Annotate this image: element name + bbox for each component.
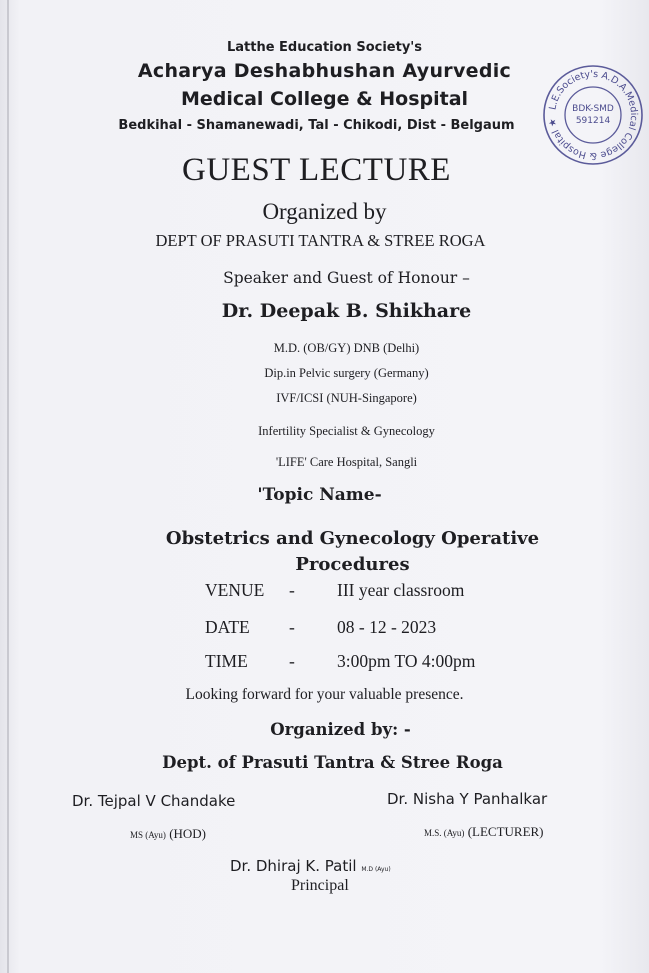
speaker-qualification: M.D. (OB/GY) DNB (Delhi)	[273, 341, 420, 355]
venue-label: VENUE	[205, 580, 265, 600]
organized-by-heading: Organized by	[262, 199, 387, 224]
principal-title: Principal	[291, 877, 349, 894]
seal-code: BDK-SMD	[572, 104, 614, 114]
time-separator: -	[289, 651, 295, 671]
department-footer: Dept. of Prasuti Tantra & Stree Roga	[162, 753, 503, 772]
time-value: 3:00pm TO 4:00pm	[337, 651, 476, 671]
topic-label: 'Topic Name-	[257, 485, 382, 505]
venue-separator: -	[289, 580, 295, 600]
lecturer-name: Dr. Nisha Y Panhalkar	[387, 790, 548, 808]
society-name: Latthe Education Society's	[226, 40, 423, 55]
invitation-text: Looking forward for your valuable presence.	[185, 686, 464, 703]
lecturer-designation	[424, 824, 544, 840]
principal-degree: M.D (Ayu)	[361, 866, 391, 873]
hod-designation	[130, 826, 206, 842]
speaker-label: Speaker and Guest of Honour –	[223, 269, 470, 287]
seal-number: 591214	[575, 116, 611, 126]
topic-title-line2: Procedures	[295, 554, 410, 575]
seal-ring-text: L.E.Society's A.D.A.Medical College & Hospital ★	[547, 68, 640, 162]
date-label: DATE	[205, 617, 250, 637]
date-separator: -	[289, 617, 295, 637]
lecturer-role: (LECTURER)	[467, 824, 544, 839]
lecturer-degree: M.S. (Ayu)	[424, 828, 465, 838]
speaker-qualification: IVF/ICSI (NUH-Singapore)	[276, 391, 417, 405]
speaker-name: Dr. Deepak B. Shikhare	[221, 300, 472, 322]
speaker-hospital: 'LIFE' Care Hospital, Sangli	[275, 455, 418, 469]
college-address: Bedkihal - Shamanewadi, Tal - Chikodi, Dist - Belgaum	[118, 118, 515, 133]
organized-by-footer: Organized by: -	[270, 720, 411, 739]
time-label: TIME	[205, 651, 248, 671]
hod-degree: MS (Ayu)	[130, 830, 166, 840]
speaker-qualification: Infertility Specialist & Gynecology	[258, 424, 435, 438]
principal-name: Dr. Dhiraj K. Patil	[230, 857, 357, 875]
college-name-line2: Medical College & Hospital	[180, 88, 469, 110]
topic-title-line1: Obstetrics and Gynecology Operative	[165, 528, 540, 549]
hod-role: (HOD)	[169, 826, 207, 841]
hod-name: Dr. Tejpal V Chandake	[72, 792, 236, 810]
principal-signature	[230, 857, 391, 875]
speaker-qualification: Dip.in Pelvic surgery (Germany)	[264, 366, 429, 380]
date-value: 08 - 12 - 2023	[337, 617, 437, 637]
poster-title: GUEST LECTURE	[182, 152, 451, 188]
venue-value: III year classroom	[337, 580, 465, 600]
svg-text:L.E.Society's A.D.A.Medical Co	[547, 69, 639, 161]
department-heading: DEPT OF PRASUTI TANTRA & STREE ROGA	[155, 231, 486, 250]
college-name-line1: Acharya Deshabhushan Ayurvedic	[137, 60, 512, 82]
